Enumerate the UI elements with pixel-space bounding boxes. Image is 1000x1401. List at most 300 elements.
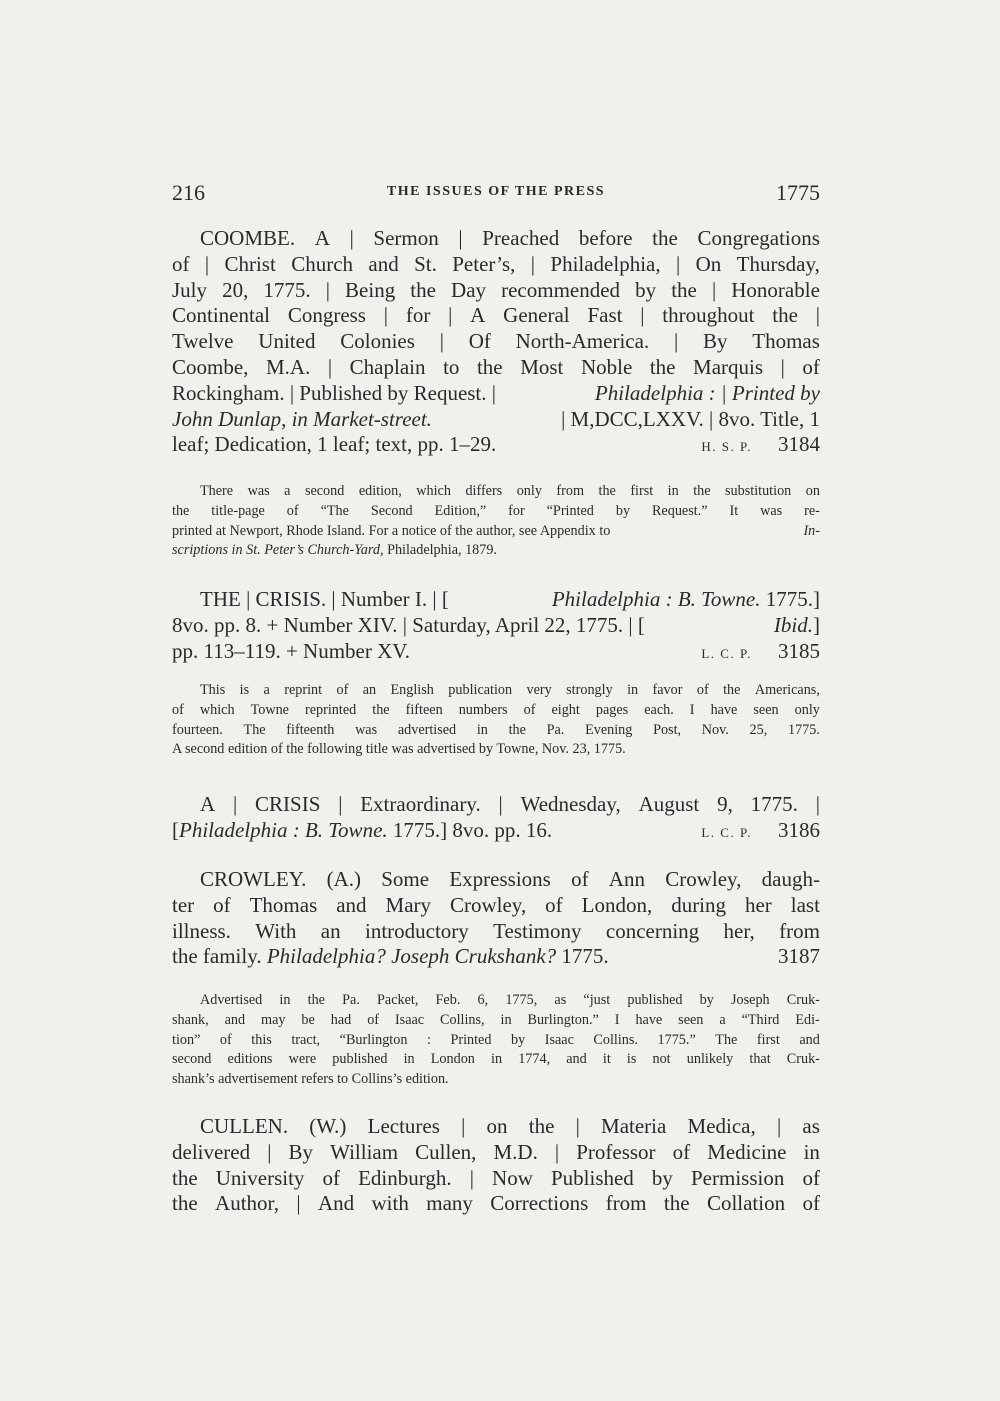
- word: By: [702, 329, 728, 354]
- word: Joseph: [731, 992, 770, 1008]
- note-line: [172, 701, 820, 721]
- word: in: [279, 992, 291, 1008]
- word: first: [630, 483, 654, 499]
- word: of: [571, 867, 589, 891]
- word: a: [284, 483, 291, 499]
- word: |: [338, 792, 343, 816]
- word: |: [776, 1114, 782, 1138]
- word: during: [671, 892, 727, 917]
- word: is: [239, 682, 250, 698]
- word: Some: [381, 867, 430, 891]
- word: July: [172, 277, 208, 302]
- word: Professor: [576, 1139, 656, 1164]
- word: North-America.: [515, 329, 650, 354]
- word: in: [627, 682, 639, 698]
- word: many: [426, 1191, 473, 1216]
- word: |: [530, 251, 536, 276]
- word: United: [258, 329, 316, 354]
- word: have: [635, 1011, 663, 1028]
- note-line: [172, 1031, 820, 1051]
- word: |: [383, 303, 389, 328]
- word: of: [172, 701, 184, 718]
- word: of: [367, 1011, 380, 1028]
- word: Twelve: [172, 329, 234, 354]
- word: Most: [520, 354, 564, 379]
- entry-line-part: the family.: [172, 944, 267, 969]
- word: |: [232, 792, 238, 816]
- word: Permission: [691, 1165, 785, 1190]
- word: Second: [370, 502, 413, 519]
- note-line: [172, 1050, 820, 1070]
- word: Mary: [385, 892, 432, 917]
- word: 20,: [222, 277, 249, 302]
- word: in: [403, 1051, 415, 1068]
- word: |: [673, 329, 679, 354]
- word: of: [213, 892, 231, 917]
- entry-line: [172, 1191, 820, 1217]
- word: the: [508, 721, 526, 738]
- word: the: [652, 226, 678, 250]
- word: Evening: [585, 721, 633, 738]
- word: of: [336, 682, 349, 698]
- entry-line: [172, 1140, 820, 1166]
- note-line: A second edition of the following title was advertised by Towne, Nov. 23, 1775.: [172, 741, 626, 758]
- word: recommended: [501, 277, 621, 302]
- word: the: [723, 682, 741, 698]
- word: the: [476, 354, 503, 379]
- entry-line: [172, 303, 820, 329]
- entry-number: 3184: [778, 432, 820, 457]
- entry-line: [172, 329, 820, 355]
- word: differs: [465, 483, 503, 499]
- entry-line: [172, 893, 820, 919]
- word: |: [267, 1139, 272, 1164]
- word: Edition,”: [434, 502, 487, 519]
- word: Now: [492, 1165, 533, 1190]
- entry-line: [172, 613, 820, 639]
- word: COOMBE.: [200, 226, 296, 250]
- word: This: [200, 682, 226, 698]
- word: |: [327, 354, 333, 379]
- entry-line-part: 1775.]: [760, 587, 820, 611]
- word: from: [605, 1191, 647, 1216]
- entry-3186-crisis-extraordinary: [172, 792, 820, 846]
- word: was: [247, 483, 270, 499]
- entry-line-part: leaf; Dedication, 1 leaf; text, pp. 1–29.: [172, 432, 497, 457]
- word: Materia: [601, 1114, 667, 1138]
- word: is: [626, 1051, 637, 1068]
- word: Ann: [608, 867, 645, 891]
- word: not: [652, 1051, 671, 1068]
- word: shank,: [172, 1011, 209, 1028]
- word: Author,: [215, 1191, 279, 1216]
- word: the: [172, 1191, 198, 1216]
- word: Wednesday,: [520, 792, 621, 816]
- word: for: [405, 303, 431, 328]
- word: Congress: [287, 303, 366, 328]
- word: each.: [644, 701, 674, 718]
- entry-reference: [701, 432, 820, 460]
- word: the: [307, 992, 325, 1008]
- word: and: [566, 1051, 587, 1068]
- word: Collins,: [440, 1011, 485, 1028]
- word: Printed: [450, 1031, 492, 1048]
- entry-imprint-italic: John Dunlap, in Market-street.: [172, 406, 432, 431]
- word: favor: [652, 682, 683, 698]
- entry-tail: [172, 944, 820, 970]
- word: On: [695, 251, 722, 276]
- word: Of: [468, 329, 491, 354]
- entry-imprint-italic: Philadelphia : B. Towne.: [179, 817, 388, 842]
- word: edition,: [358, 483, 402, 499]
- entry-line: [172, 252, 820, 278]
- word: And: [317, 1191, 355, 1216]
- word: “Burlington: [339, 1031, 408, 1048]
- word: “Third: [741, 1011, 780, 1028]
- word: Post,: [653, 721, 682, 738]
- word: There: [200, 483, 234, 499]
- word: published: [627, 992, 683, 1008]
- word: reprint: [284, 682, 323, 698]
- word: title-page: [211, 502, 265, 519]
- word: CROWLEY.: [200, 867, 307, 891]
- word: the: [671, 277, 697, 302]
- word: 1775.: [750, 792, 798, 816]
- entry-tail: [172, 818, 820, 846]
- word: 1774,: [518, 1051, 551, 1068]
- word: 9,: [717, 792, 733, 816]
- word: |: [448, 303, 453, 328]
- word: Request.”: [651, 502, 708, 519]
- word: numbers: [458, 701, 508, 718]
- word: I: [689, 701, 695, 718]
- word: the: [598, 483, 616, 499]
- word: |: [815, 303, 820, 328]
- word: the: [172, 502, 190, 519]
- word: delivered: [172, 1139, 251, 1164]
- word: tract,: [291, 1031, 321, 1048]
- word: Packet,: [377, 992, 419, 1008]
- word: in: [476, 721, 488, 738]
- entry-line: [172, 407, 820, 433]
- word: fifteen: [405, 701, 443, 718]
- word: St.: [414, 251, 437, 276]
- word: as: [802, 1114, 820, 1138]
- note-line: [172, 681, 820, 701]
- word: |: [349, 226, 354, 250]
- note-line: [172, 1011, 820, 1031]
- word: Collins.: [593, 1031, 638, 1048]
- word: Lectures: [367, 1114, 440, 1138]
- word: Expressions: [449, 867, 551, 891]
- running-title: THE ISSUES OF THE PRESS: [386, 184, 606, 199]
- word: a: [719, 1011, 726, 1028]
- word: have: [710, 701, 738, 718]
- word: :: [426, 1031, 431, 1048]
- word: second: [304, 483, 345, 499]
- word: Pa.: [546, 721, 565, 738]
- word: “just: [583, 992, 611, 1008]
- word: London: [430, 1051, 475, 1068]
- word: Peter’s,: [452, 251, 516, 276]
- word: of: [172, 251, 190, 276]
- word: Edinburgh.: [358, 1165, 452, 1190]
- word: this: [251, 1031, 272, 1048]
- running-header: [172, 180, 820, 206]
- word: publication: [448, 682, 513, 698]
- word: an: [362, 682, 377, 698]
- note-line: [172, 502, 820, 522]
- word: the: [663, 1191, 690, 1216]
- entry-line: [172, 587, 820, 613]
- entry-imprint-italic: Philadelphia : | Printed by: [594, 380, 820, 405]
- word: by: [651, 1165, 673, 1190]
- word: I: [614, 1011, 620, 1028]
- word: Towne: [250, 701, 289, 718]
- word: 1775.: [787, 721, 820, 738]
- word: |: [498, 792, 503, 816]
- word: and: [368, 251, 399, 276]
- word: fifteenth: [286, 721, 335, 738]
- entry-line: [172, 919, 820, 945]
- word: to: [443, 354, 460, 379]
- word: for: [508, 502, 525, 519]
- word: Colonies: [340, 329, 415, 354]
- word: |: [554, 1139, 560, 1164]
- word: on: [486, 1114, 508, 1138]
- word: Isaac: [544, 1031, 574, 1048]
- note-line-part: printed at Newport, Rhode Island. For a notice of the author, see Appendix to: [172, 522, 611, 539]
- word: by: [699, 992, 714, 1008]
- word: 1775.: [263, 277, 311, 302]
- entry-line: [172, 867, 820, 893]
- word: the: [772, 303, 798, 328]
- word: Cullen,: [415, 1139, 477, 1164]
- word: tion”: [172, 1031, 201, 1048]
- note-line-part: Philadelphia, 1879.: [383, 542, 498, 559]
- note-line: shank’s advertisement refers to Collins’s edition.: [172, 1071, 449, 1088]
- word: |: [204, 251, 210, 276]
- note-line: [172, 541, 820, 561]
- word: an: [320, 918, 341, 943]
- entry-imprint-italic: Philadelphia : B. Towne.: [551, 587, 761, 611]
- word: Cruk-: [786, 992, 820, 1008]
- word: 25,: [749, 721, 768, 738]
- entry-3185-crisis: [172, 587, 820, 666]
- word: the: [693, 483, 711, 499]
- word: in: [803, 1139, 820, 1164]
- word: of: [286, 502, 299, 519]
- word: Chaplain: [349, 354, 426, 379]
- entry-line: [172, 792, 820, 818]
- entry-reference: [701, 639, 820, 667]
- word: Marquis: [693, 354, 764, 379]
- word: introductory: [364, 918, 469, 943]
- word: fourteen.: [172, 721, 223, 738]
- entry-imprint-italic: Philadelphia? Joseph Crukshank?: [266, 944, 557, 969]
- word: Sermon: [373, 226, 439, 250]
- word: editions: [227, 1051, 273, 1068]
- word: Medica,: [687, 1114, 756, 1138]
- word: With: [255, 918, 297, 943]
- word: Burlington.”: [527, 1011, 599, 1028]
- word: CRISIS: [255, 792, 321, 816]
- word: By: [288, 1139, 314, 1164]
- word: only: [794, 701, 820, 718]
- word: be: [301, 1011, 315, 1028]
- word: from: [556, 483, 585, 499]
- word: |: [325, 277, 330, 302]
- entry-line-part: Rockingham. | Published by Request. |: [172, 380, 496, 405]
- word: Nov.: [701, 721, 729, 738]
- word: very: [526, 682, 552, 698]
- word: Pa.: [342, 992, 360, 1008]
- word: |: [780, 354, 785, 379]
- word: Being: [345, 277, 396, 302]
- word: 1775,: [505, 992, 538, 1008]
- word: published: [332, 1051, 388, 1068]
- word: substitution: [725, 483, 792, 499]
- word: |: [575, 1114, 580, 1138]
- entry-tail: [172, 432, 820, 460]
- word: A: [314, 226, 330, 250]
- word: A: [470, 303, 486, 328]
- word: 1775.”: [657, 1031, 696, 1048]
- word: |: [439, 329, 444, 354]
- word: Feb.: [435, 992, 461, 1008]
- word: concerning: [605, 918, 700, 943]
- word: Thomas: [249, 892, 318, 917]
- word: before: [578, 226, 633, 250]
- library-abbrev: H. S. P.: [701, 439, 752, 455]
- word: that: [749, 1051, 771, 1068]
- word: of: [802, 1191, 820, 1216]
- entry-line: [172, 381, 820, 407]
- note-line: [172, 991, 820, 1011]
- entry-line: [172, 278, 820, 304]
- word: Noble: [580, 354, 633, 379]
- entry-line-part: 8vo. pp. 8. + Number XIV. | Saturday, April 22, 1775. | [: [172, 612, 645, 637]
- word: General: [503, 303, 570, 328]
- word: English: [390, 682, 434, 698]
- word: on: [805, 483, 820, 499]
- word: Testimony: [493, 918, 582, 943]
- word: was: [355, 721, 378, 738]
- word: with: [371, 1191, 409, 1216]
- word: William: [330, 1139, 399, 1164]
- word: |: [458, 226, 463, 250]
- entry-line: [172, 226, 820, 252]
- word: Thomas: [752, 329, 820, 354]
- word: the: [528, 1114, 555, 1138]
- word: eight: [551, 701, 580, 718]
- word: Medicine: [707, 1139, 787, 1164]
- word: University: [215, 1165, 305, 1190]
- word: Congregations: [697, 226, 820, 250]
- word: unlikely: [686, 1051, 734, 1068]
- word: throughout: [662, 303, 755, 328]
- entry-line-part: THE | CRISIS. | Number I. | [: [200, 587, 449, 611]
- word: M.D.: [493, 1139, 538, 1164]
- word: by: [615, 502, 631, 519]
- word: of: [545, 892, 563, 917]
- word: of: [672, 1139, 691, 1164]
- word: was: [760, 502, 783, 519]
- entry-line-part: 1775.: [556, 944, 609, 969]
- word: by: [511, 1031, 526, 1048]
- word: it: [602, 1051, 611, 1068]
- word: Cruk-: [786, 1051, 820, 1068]
- word: Philadelphia,: [550, 251, 661, 276]
- word: and: [799, 1031, 820, 1048]
- word: |: [711, 277, 717, 302]
- entry-line: [172, 355, 820, 381]
- note-line: [172, 721, 820, 741]
- word: of: [322, 1165, 340, 1190]
- word: CULLEN.: [200, 1114, 289, 1138]
- word: strongly: [566, 682, 613, 698]
- word: in: [667, 483, 679, 499]
- word: Edi-: [795, 1011, 820, 1028]
- word: 6,: [477, 992, 489, 1008]
- word: August: [638, 792, 700, 816]
- entry-3187-crowley: [172, 867, 820, 970]
- word: Extraordinary.: [360, 792, 481, 816]
- word: London,: [581, 892, 653, 917]
- word: Collation: [706, 1191, 786, 1216]
- word: |: [469, 1165, 474, 1190]
- word: Thursday,: [736, 251, 820, 276]
- word: were: [288, 1051, 317, 1068]
- entry-3184-coombe: [172, 226, 820, 460]
- word: Crowley,: [665, 867, 742, 891]
- word: of: [802, 1165, 820, 1190]
- page-number: 216: [172, 180, 205, 205]
- word: the: [410, 277, 436, 302]
- word: her,: [723, 918, 755, 943]
- word: A: [200, 792, 216, 816]
- word: reprinted: [305, 701, 357, 718]
- word: which: [199, 701, 235, 718]
- entry-line-part: | M,DCC,LXXV. | 8vo. Title, 1: [561, 406, 820, 431]
- word: M.A.: [265, 354, 311, 379]
- note-3187: [172, 991, 820, 1090]
- entry-line-part: 1775.] 8vo. pp. 16.: [387, 817, 553, 842]
- word: of: [696, 682, 709, 698]
- word: of: [523, 701, 536, 718]
- word: advertised: [397, 721, 457, 738]
- word: Preached: [482, 226, 560, 250]
- word: re-: [804, 502, 820, 519]
- note-italic: scriptions in St. Peter’s Church-Yard,: [172, 542, 384, 559]
- word: last: [790, 892, 820, 917]
- header-year: 1775: [776, 180, 820, 205]
- word: The: [243, 721, 266, 738]
- word: only: [516, 483, 542, 499]
- word: daugh-: [761, 867, 820, 891]
- word: a: [263, 682, 270, 698]
- word: Continental: [172, 303, 270, 328]
- word: may: [261, 1011, 286, 1028]
- word: the: [372, 701, 390, 718]
- word: had: [330, 1011, 352, 1028]
- word: in: [491, 1051, 503, 1068]
- word: of: [219, 1031, 232, 1048]
- word: Advertised: [200, 992, 263, 1008]
- note-3184: [172, 482, 820, 561]
- word: Day: [451, 277, 487, 302]
- word: her: [744, 892, 772, 917]
